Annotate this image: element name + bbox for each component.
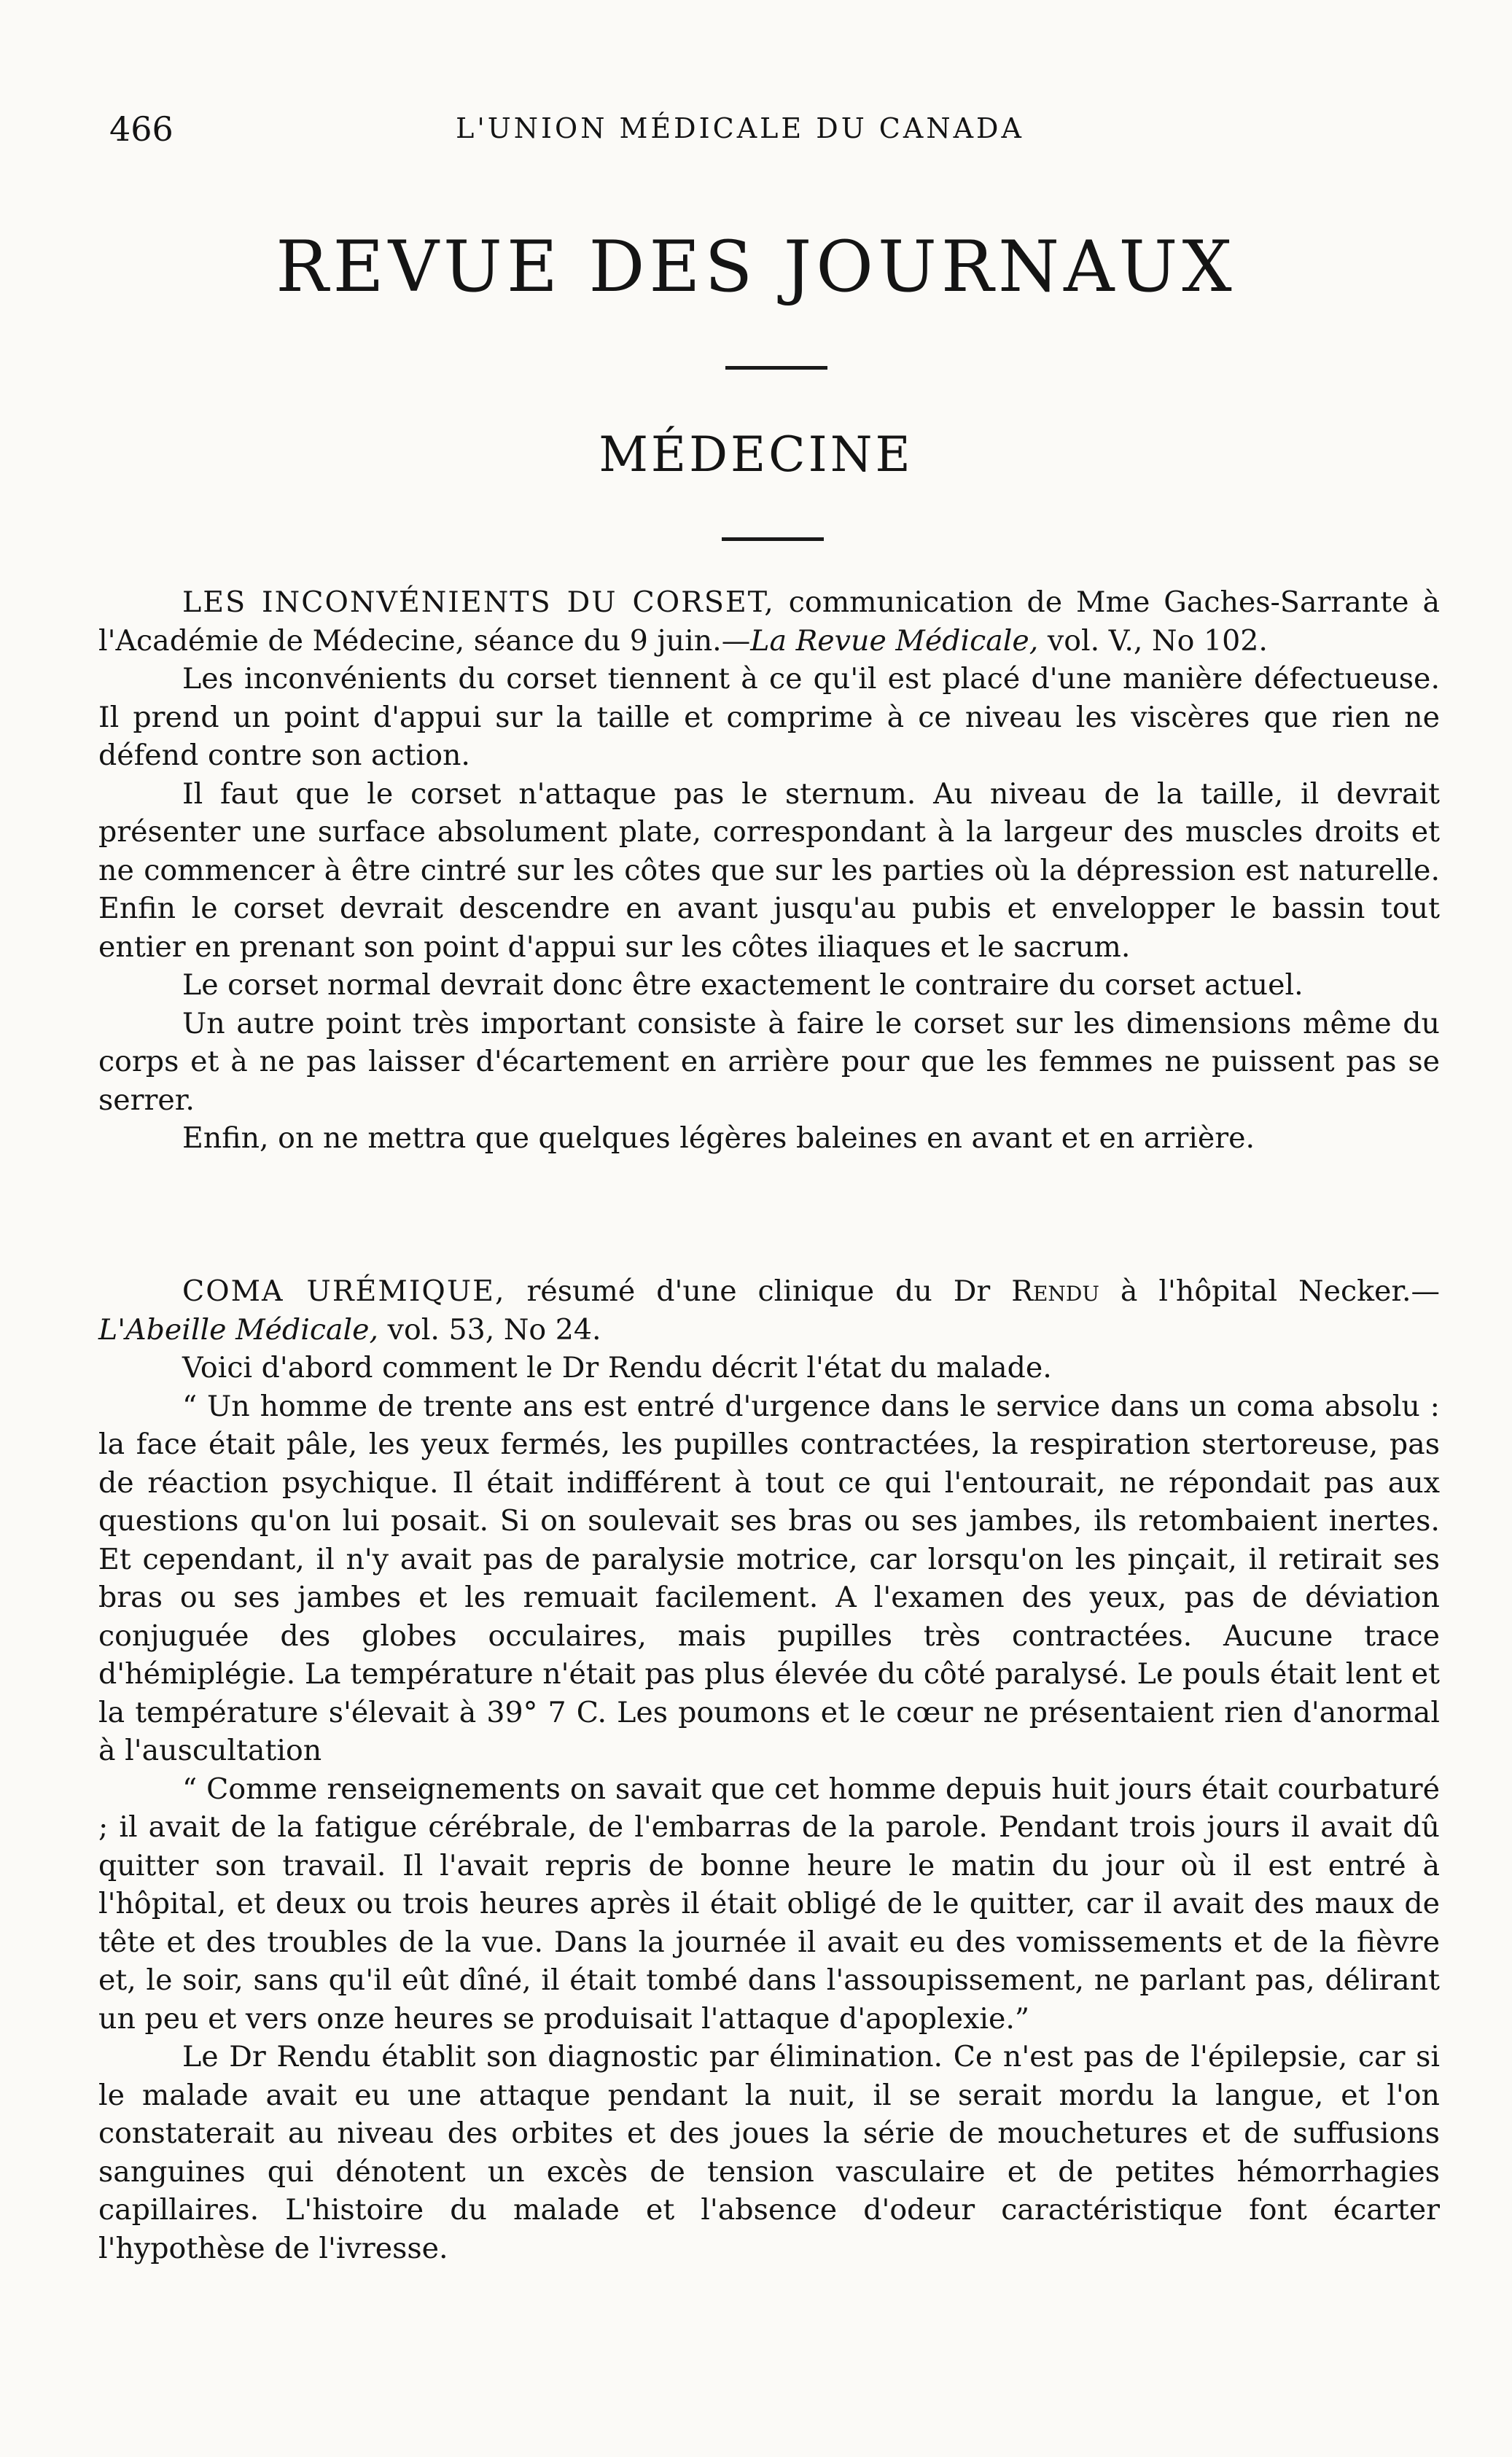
paragraph: Il faut que le corset n'attaque pas le sternum. Au niveau de la taille, il devrait présenter une surface absolument plate, correspondant à la largeur des muscles droits et ne commencer à être cintré sur les côtes que sur les parties où la dépression est naturelle. Enfin le corset devrait descendre en avant jusqu'au pubis et envelopper le bassin tout entier en prenant son point d'appui sur les côtes iliaques et le sacrum. <box>98 776 1440 964</box>
journal-source: L'Abeille Médicale, <box>98 1312 379 1347</box>
paragraph: Enfin, on ne mettra que quelques légères baleines en avant et en arrière. <box>182 1121 1255 1155</box>
title-rule <box>725 366 827 370</box>
article-corset <box>98 583 1440 1158</box>
paragraph: Un autre point très important consiste à faire le corset sur les dimensions même du corps et à ne pas laisser d'écartement en arrière pour que les femmes ne puissent pas se serrer. <box>98 1006 1440 1117</box>
article-volume: vol. 53, No 24. <box>378 1312 601 1347</box>
page-header <box>95 109 1385 153</box>
article-intro-text: communication de Mme Gaches-Sarrante à l'Académie de Médecine, séance du 9 juin.— <box>98 585 1440 658</box>
article-intro <box>98 583 1440 660</box>
paragraph: Le Dr Rendu établit son diagnostic par élimination. Ce n'est pas de l'épilepsie, car si le malade avait eu une attaque pendant la nuit, il se serait mordu la langue, et l'on constaterait au niveau des orbites et des joues la série de mouchetures et de suffusions sanguines qui dénotent un excès de tension vasculaire et de petites hémorrhagies capillaires. L'histoire du malade et l'absence d'odeur caractéristique font écarter l'hypothèse de l'ivresse. <box>98 2040 1440 2265</box>
page-number: 466 <box>109 109 174 149</box>
article-intro-text: résumé d'une clinique du Dr <box>505 1274 1012 1308</box>
article-intro-text: à l'hôpital Necker.— <box>1099 1274 1440 1308</box>
running-head: L'UNION MÉDICALE DU CANADA <box>456 112 1024 144</box>
article-heading: LES INCONVÉNIENTS DU CORSET, <box>182 585 775 619</box>
article-volume: vol. V., No 102. <box>1038 623 1268 658</box>
paragraph: Voici d'abord comment le Dr Rendu décrit l'état du malade. <box>182 1351 1052 1385</box>
page-title: REVUE DES JOURNAUX <box>276 226 1236 308</box>
paragraph: “ Un homme de trente ans est entré d'urgence dans le service dans un coma absolu : la face était pâle, les yeux fermés, les pupilles contractées, la respiration stertoreuse, pas de réaction psychique. Il était indifférent à tout ce qui l'entourait, ne répondait pas aux questions qu'on lui posait. Si on soulevait ses bras ou ses jambes, ils retombaient inertes. Et cependant, il n'y avait pas de paralysie motrice, car lorsqu'on les pinçait, il retirait ses bras ou ses jambes et les remuait facilement. A l'examen des yeux, pas de déviation conjuguée des globes occulaires, mais pupilles très contractées. Aucune trace d'hémiplégie. La température n'était pas plus élevée du côté paralysé. Le pouls était lent et la température s'élevait à 39° 7 C. Les poumons et le cœur ne présentaient rien d'anormal à l'auscultation <box>98 1389 1440 1767</box>
journal-source: La Revue Médicale, <box>750 623 1039 658</box>
article-heading: COMA URÉMIQUE, <box>182 1274 506 1308</box>
section-rule <box>722 537 824 541</box>
section-heading: MÉDECINE <box>599 427 913 483</box>
article-intro <box>98 1272 1440 1349</box>
paragraph: Les inconvénients du corset tiennent à ce qu'il est placé d'une manière défectueuse. Il prend un point d'appui sur la taille et comprime à ce niveau les viscères que rien ne défend contre son action. <box>98 662 1440 772</box>
article-coma <box>98 1272 1440 2267</box>
author-name: Rendu <box>1011 1274 1099 1308</box>
paragraph: Le corset normal devrait donc être exactement le contraire du corset actuel. <box>182 968 1303 1002</box>
paragraph: “ Comme renseignements on savait que cet homme depuis huit jours était courbaturé ; il avait de la fatigue cérébrale, de l'embarras de la parole. Pendant trois jours il avait dû quitter son travail. Il l'avait repris de bonne heure le matin du jour où il est entré à l'hôpital, et deux ou trois heures après il était obligé de le quitter, car il avait des maux de tête et des troubles de la vue. Dans la journée il avait eu des vomissements et de la fièvre et, le soir, sans qu'il eût dîné, il était tombé dans l'assoupissement, ne parlant pas, délirant un peu et vers onze heures se produisait l'attaque d'apoplexie.” <box>98 1772 1440 2036</box>
